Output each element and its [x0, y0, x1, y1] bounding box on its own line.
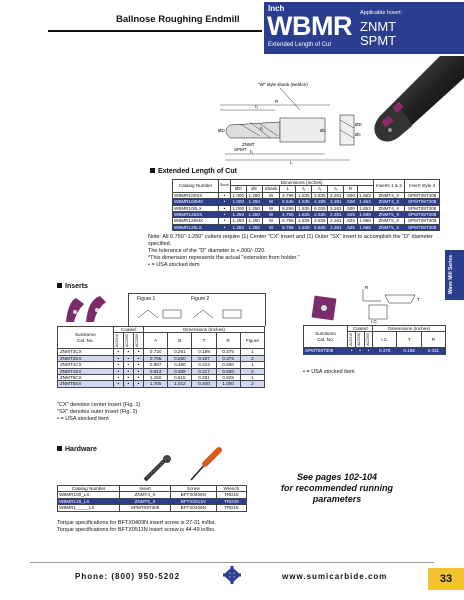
- insert-cat-number: ZNMT4SX: [58, 368, 114, 374]
- dimension-cell: 1.000: [230, 205, 246, 211]
- hardware-section-title-text: Hardware: [65, 446, 97, 453]
- col-dimensions: Dimensions (Inches): [373, 326, 446, 332]
- inserts-12-cell: ZNMT4_X: [373, 192, 405, 198]
- spmt-note: • = USA stocked item: [303, 369, 355, 375]
- col-insert: Insert: [120, 486, 171, 492]
- stock-dot: •: [113, 381, 123, 387]
- insert-note-1: "CX" denotes center insert (Fig. 1): [57, 402, 141, 408]
- col-a: A: [144, 333, 168, 349]
- col-stock: Stock: [219, 180, 231, 193]
- inserts-12-cell: ZNMT5_X: [373, 212, 405, 218]
- dimension-cell: 1.012: [168, 381, 192, 387]
- wrench-cell: TRD20: [216, 498, 246, 504]
- dimension-cell: 1.250: [230, 212, 246, 218]
- dimension-cell: 0.369: [168, 368, 192, 374]
- header-banner: [264, 2, 464, 54]
- inserts-12-cell: ZNMT4_X: [373, 199, 405, 205]
- dim-label-l: L: [290, 160, 293, 165]
- dimension-cell: W: [262, 205, 280, 211]
- dimension-cell: 6.546: [280, 199, 296, 205]
- dim-label-l1: ℓ₁: [250, 149, 253, 154]
- spmt-label-ic: I.C.: [371, 319, 379, 324]
- spmt-t: 0.156: [397, 348, 421, 354]
- col-oc: Øc: [246, 186, 262, 192]
- see-pages-line-1: See pages 102-104: [296, 472, 378, 482]
- insert-cell: ZNMT5_X: [120, 498, 171, 504]
- screw-cell: BFTX0511N: [170, 498, 216, 504]
- footer-website[interactable]: www.sumicarbide.com: [282, 572, 388, 581]
- col-shank: Shank: [262, 186, 280, 192]
- dimension-cell: W: [262, 192, 280, 198]
- stock-dot: •: [113, 355, 123, 361]
- col-coated: Coated: [113, 327, 143, 333]
- shank-note: "W" style shank (weldon): [258, 82, 308, 87]
- dimension-cell: 1.653: [357, 192, 373, 198]
- product-code: WBMR: [267, 11, 352, 41]
- hardware-note-1: Torque specifications for BFTX0409N insert screw is 27-31 in/lbs.: [57, 520, 216, 526]
- cut-table: [172, 179, 440, 231]
- spmt-label: SPMT: [234, 147, 247, 152]
- product-subtitle: Extended Length of Cut: [268, 42, 332, 48]
- cut-note-2: The tolerance of the "D" diameter is +.000/-.020.: [148, 248, 266, 254]
- dimension-cell: 1.250: [246, 205, 262, 211]
- dimension-cell: 0.189: [192, 349, 216, 355]
- col-catno: Cat. No.: [317, 336, 334, 342]
- col-ic: I.C.: [373, 332, 397, 348]
- col-l: L: [280, 186, 296, 192]
- dimension-cell: 1.653: [357, 205, 373, 211]
- bullet-square-icon: [57, 446, 62, 451]
- grade-acz310-label: ACZ310: [114, 334, 119, 348]
- col-inserts-12: Inserts 1 & 2: [373, 180, 405, 193]
- dimension-cell: 4.285: [312, 199, 328, 205]
- catalog-number: WBMR125_LX: [58, 498, 120, 504]
- dimension-cell: .500: [344, 192, 357, 198]
- insert-note-3: • = USA stocked item: [57, 416, 109, 422]
- dimension-cell: 1: [240, 375, 264, 381]
- dimension-cell: 2.261: [328, 192, 344, 198]
- stock-dot: •: [356, 348, 364, 354]
- dimension-cell: 6.796: [280, 218, 296, 224]
- spmt-cat: SPMT09T308: [304, 348, 348, 354]
- wrench-cell: TRD15: [216, 492, 246, 498]
- dimension-cell: W: [262, 199, 280, 205]
- dimension-cell: 1: [240, 349, 264, 355]
- col-b: B: [168, 333, 192, 349]
- stock-dot: •: [348, 348, 356, 354]
- dimension-cell: 2.261: [328, 205, 344, 211]
- see-pages-line-3: parameters: [312, 494, 362, 504]
- dimension-cell: .625: [344, 218, 357, 224]
- col-catalog: Catalog Number: [58, 486, 120, 492]
- dim-label-r: R: [275, 99, 279, 104]
- inserts-12-cell: ZNMT5_X: [373, 218, 405, 224]
- hardware-table: [57, 485, 247, 512]
- stock-dot: •: [123, 362, 133, 368]
- dimension-cell: 0.500: [216, 362, 240, 368]
- dimension-cell: 0.500: [216, 368, 240, 374]
- cut-section-title: [150, 168, 237, 175]
- dimension-cell: 0.217: [192, 368, 216, 374]
- insert-figures: [128, 293, 266, 326]
- cut-note-4: • = USA stocked item: [148, 262, 200, 268]
- table-row: [58, 505, 247, 511]
- grade-acz330: [123, 333, 133, 349]
- col-r: R: [421, 332, 445, 348]
- dimension-cell: .500: [344, 199, 357, 205]
- dimension-cell: 0.480: [168, 362, 192, 368]
- dimension-cell: 1.250: [246, 218, 262, 224]
- stock-dot: •: [113, 349, 123, 355]
- dimension-cell: 0.795: [144, 355, 168, 361]
- dimension-cell: 2.535: [312, 212, 328, 218]
- table-row: [58, 381, 265, 387]
- spmt-ic: 0.375: [373, 348, 397, 354]
- col-t: T: [192, 333, 216, 349]
- grade-acz350: [133, 333, 143, 349]
- bullet-square-icon: [150, 168, 155, 173]
- catalog-number: WBMR100SX: [173, 192, 219, 198]
- dim-label-oc-2: Øc: [355, 132, 361, 137]
- insert-cat-number: ZNMT3CX: [58, 349, 114, 355]
- catalog-number: WBMR125MX: [173, 218, 219, 224]
- dimension-cell: 2: [240, 368, 264, 374]
- dimension-cell: 1.653: [357, 199, 373, 205]
- series-side-tab: [445, 250, 464, 300]
- grade-acz350: [364, 332, 372, 348]
- dimension-cell: 1.250: [230, 224, 246, 230]
- stock-dot: •: [219, 199, 231, 205]
- col-l2: ℓ₂: [312, 186, 328, 192]
- see-pages-note: [262, 472, 412, 505]
- insert-4-cell: SPMT09T308: [405, 199, 440, 205]
- dimension-cell: 2.261: [328, 224, 344, 230]
- spmt-r: 0.031: [421, 348, 445, 354]
- hardware-section-title: [57, 446, 97, 453]
- stock-dot: •: [123, 381, 133, 387]
- stock-dot: •: [123, 349, 133, 355]
- col-r: R: [216, 333, 240, 349]
- catalog-number: WBMR1_____LX: [58, 505, 120, 511]
- header-rule: [48, 30, 262, 32]
- insert-4-cell: SPMT09T308: [405, 192, 440, 198]
- col-wrench: Wrench: [216, 486, 246, 492]
- figure-1-label: Figure 1: [137, 296, 156, 302]
- grade-acz310-label: ACZ310: [349, 333, 353, 347]
- dimension-cell: 4.796: [280, 192, 296, 198]
- dimension-cell: 0.187: [192, 355, 216, 361]
- stock-dot: •: [113, 362, 123, 368]
- col-sumitomo: Sumitomo: [315, 331, 336, 337]
- dimension-cell: W: [262, 212, 280, 218]
- dimension-cell: 2.261: [328, 199, 344, 205]
- dimension-cell: 0.913: [144, 368, 168, 374]
- dimension-cell: 2: [240, 381, 264, 387]
- stock-dot: •: [219, 218, 231, 224]
- inserts-table: [57, 326, 265, 388]
- inserts-notes: [57, 402, 267, 423]
- insert-cat-number: ZNMT3SX: [58, 355, 114, 361]
- stock-dot: •: [133, 362, 143, 368]
- dimension-cell: 1.250: [246, 212, 262, 218]
- endmill-drawing: [150, 80, 360, 165]
- dim-label-oc: Øc: [320, 128, 326, 133]
- dimension-cell: 1.835: [296, 224, 312, 230]
- insert-4-cell: SPMT09T308: [405, 218, 440, 224]
- col-sumitomo-catno: [58, 327, 114, 349]
- catalog-number: WBMR125SX: [173, 212, 219, 218]
- spmt-figure: [303, 283, 446, 325]
- dimension-cell: W: [262, 218, 280, 224]
- dimension-cell: 1.150: [144, 375, 168, 381]
- stock-dot: •: [123, 368, 133, 374]
- hardware-notes: [57, 520, 277, 534]
- wrench-cell: TRD15: [216, 505, 246, 511]
- col-r: R: [344, 186, 357, 192]
- dimension-cell: 2.535: [312, 192, 328, 198]
- dimension-cell: 1.535: [296, 199, 312, 205]
- grade-acz350-label: ACZ350: [134, 334, 139, 348]
- dim-label-od-2: ØD: [355, 122, 362, 127]
- dimension-cell: 0.224: [192, 362, 216, 368]
- dimension-cell: 1.250: [246, 199, 262, 205]
- figure-2-label: Figure 2: [191, 296, 210, 302]
- insert-cell: SPMT09T308: [120, 505, 171, 511]
- inserts-12-cell: ZNMT4_X: [373, 205, 405, 211]
- dimension-cell: 2: [240, 355, 264, 361]
- bullet-square-icon: [57, 283, 62, 288]
- dim-label-l3: ℓ₃: [255, 104, 259, 109]
- col-catalog: Catalog Number: [173, 180, 219, 193]
- stock-dot: •: [133, 381, 143, 387]
- inserts-12-cell: ZNMT5_X: [373, 224, 405, 230]
- dimension-cell: 1.835: [296, 218, 312, 224]
- stock-dot: •: [133, 349, 143, 355]
- dimension-cell: 1.250: [246, 192, 262, 198]
- col-sumitomo-catno: [304, 326, 348, 348]
- dimension-cell: 0.400: [192, 381, 216, 387]
- dimension-cell: 4.535: [312, 218, 328, 224]
- insert-note-2: "SX" denotes outer insert (Fig. 2): [57, 409, 138, 415]
- table-row: [304, 348, 446, 354]
- stock-dot: •: [123, 375, 133, 381]
- grade-acz330-label: ACZ330: [357, 333, 362, 347]
- dimension-cell: .625: [344, 224, 357, 230]
- insert-cell: ZNMT4_X: [120, 492, 171, 498]
- dimension-cell: 1: [240, 362, 264, 368]
- sumitomo-logo-icon: [221, 566, 243, 584]
- stock-dot: •: [133, 368, 143, 374]
- dimension-cell: 1.968: [357, 212, 373, 218]
- stock-dot: •: [113, 368, 123, 374]
- dimension-cell: 0.625: [216, 375, 240, 381]
- stock-dot: •: [219, 212, 231, 218]
- screw-cell: BFTX0409N: [170, 492, 216, 498]
- spmt-label-r: R: [365, 285, 369, 290]
- col-dimensions: Dimensions (Inches): [230, 180, 373, 186]
- series-side-tab-label: Wave Mill Series: [448, 255, 454, 295]
- inserts-section-title-text: Inserts: [65, 283, 88, 290]
- dimension-cell: 1.535: [296, 205, 312, 211]
- dimension-cell: 2.261: [328, 218, 344, 224]
- dimension-cell: 0.720: [144, 349, 168, 355]
- dim-label-l2: ℓ₂: [260, 126, 264, 131]
- screw-cell: BFTX0409N: [170, 505, 216, 511]
- grade-acz310: [113, 333, 123, 349]
- col-t: T: [397, 332, 421, 348]
- col-dimensions: Dimensions (Inches): [144, 327, 265, 333]
- screw-image: [135, 454, 183, 482]
- applicable-insert-label: Applicable Insert:: [360, 10, 403, 16]
- stock-dot: •: [219, 205, 231, 211]
- stock-dot: •: [113, 375, 123, 381]
- dimension-cell: 0.375: [216, 349, 240, 355]
- wrench-image: [185, 452, 225, 482]
- stock-dot: •: [364, 348, 372, 354]
- hardware-note-2: Torque specifications for BFTX0511N insert screw is 44-49 in/lbs.: [57, 527, 216, 533]
- dimension-cell: 1.250: [230, 218, 246, 224]
- page-number: 33: [428, 568, 464, 590]
- dimension-cell: 8.296: [280, 205, 296, 211]
- insert-diagram: [133, 302, 263, 326]
- dimension-cell: 1.000: [230, 199, 246, 205]
- cut-section-title-text: Extended Length of Cut: [158, 168, 237, 175]
- dimension-cell: 0.615: [168, 375, 192, 381]
- dimension-cell: 1.000: [230, 192, 246, 198]
- stock-dot: •: [133, 375, 143, 381]
- catalog-number: WBMR125LX: [173, 224, 219, 230]
- endmill-photo: [360, 56, 464, 146]
- dimension-cell: 1.835: [296, 212, 312, 218]
- dimension-cell: 0.280: [168, 355, 192, 361]
- dim-label-od: ØD: [218, 128, 225, 133]
- dimension-cell: 4.796: [280, 212, 296, 218]
- insert-4-cell: SPMT09T308: [405, 224, 440, 230]
- znmt-insert-photo: [62, 294, 112, 324]
- stock-dot: •: [123, 355, 133, 361]
- dimension-cell: W: [262, 224, 280, 230]
- dimension-cell: 1.535: [296, 192, 312, 198]
- footer-rule: [30, 562, 434, 563]
- dimension-cell: .500: [344, 205, 357, 211]
- dimension-cell: 1.705: [144, 381, 168, 387]
- insert-4-cell: SPMT09T308: [405, 205, 440, 211]
- insert-cat-number: ZNMT5CX: [58, 375, 114, 381]
- grade-acz310: [348, 332, 356, 348]
- applicable-insert-1: ZNMT: [360, 19, 397, 34]
- dimension-cell: 8.796: [280, 224, 296, 230]
- cut-notes: [148, 234, 448, 269]
- col-screw: Screw: [170, 486, 216, 492]
- dimension-cell: 0.887: [144, 362, 168, 368]
- page-title: Ballnose Roughing Endmill: [116, 14, 240, 25]
- dimension-cell: .625: [344, 212, 357, 218]
- cut-note-1: Note: All 0.750"-1.250" cutters require (1) Center "CX" insert and (1) Outer "SX" insert to accomplish the "D" diameter specified.: [148, 234, 433, 247]
- col-figure: Figure: [240, 333, 264, 349]
- dimension-cell: 1.968: [357, 224, 373, 230]
- catalog-number: WBMR100_LX: [58, 492, 120, 498]
- footer-phone: Phone: (800) 950-5202: [75, 572, 181, 581]
- grade-acz330: [356, 332, 364, 348]
- col-insert-4: Insert style 4: [405, 180, 440, 193]
- col-sumitomo: Sumitomo: [74, 332, 96, 338]
- insert-cat-number: ZNMT4CX: [58, 362, 114, 368]
- znmt-label: ZNMT: [242, 142, 255, 147]
- dimension-cell: 1.968: [357, 218, 373, 224]
- stock-dot: •: [219, 224, 231, 230]
- catalog-number: WBMR100LX: [173, 205, 219, 211]
- stock-dot: •: [133, 355, 143, 361]
- dimension-cell: 6.035: [312, 205, 328, 211]
- dimension-cell: 2.261: [328, 212, 344, 218]
- dimension-cell: 1.250: [246, 224, 262, 230]
- col-od: ØD: [230, 186, 246, 192]
- unit-label: Inch: [268, 4, 285, 13]
- dimension-cell: 0.281: [192, 375, 216, 381]
- spmt-diagram: [303, 283, 446, 325]
- applicable-insert-2: SPMT: [360, 33, 397, 48]
- dimension-cell: 0.375: [216, 355, 240, 361]
- insert-4-cell: SPMT09T308: [405, 212, 440, 218]
- stock-dot: •: [219, 192, 231, 198]
- col-catno: Cat. No.: [76, 337, 94, 343]
- see-pages-line-2: for recommended running: [280, 483, 393, 493]
- col-l1: ℓ₁: [296, 186, 312, 192]
- dimension-cell: 0.261: [168, 349, 192, 355]
- dimension-cell: 6.535: [312, 224, 328, 230]
- table-row: [173, 224, 440, 230]
- grade-acz330-label: ACZ330: [124, 334, 129, 348]
- spmt-label-t: T: [417, 297, 420, 302]
- grade-acz350-label: ACZ350: [365, 333, 370, 347]
- inserts-section-title: [57, 283, 88, 290]
- cut-note-3: *This dimension represents the actual "extension from holder.": [148, 255, 300, 261]
- col-coated: Coated: [348, 326, 373, 332]
- insert-cat-number: ZNMT5SX: [58, 381, 114, 387]
- catalog-number: WBMR100MX: [173, 199, 219, 205]
- dimension-cell: 1.000: [216, 381, 240, 387]
- col-l3: ℓ₃: [328, 186, 344, 192]
- spmt-table: [303, 325, 446, 355]
